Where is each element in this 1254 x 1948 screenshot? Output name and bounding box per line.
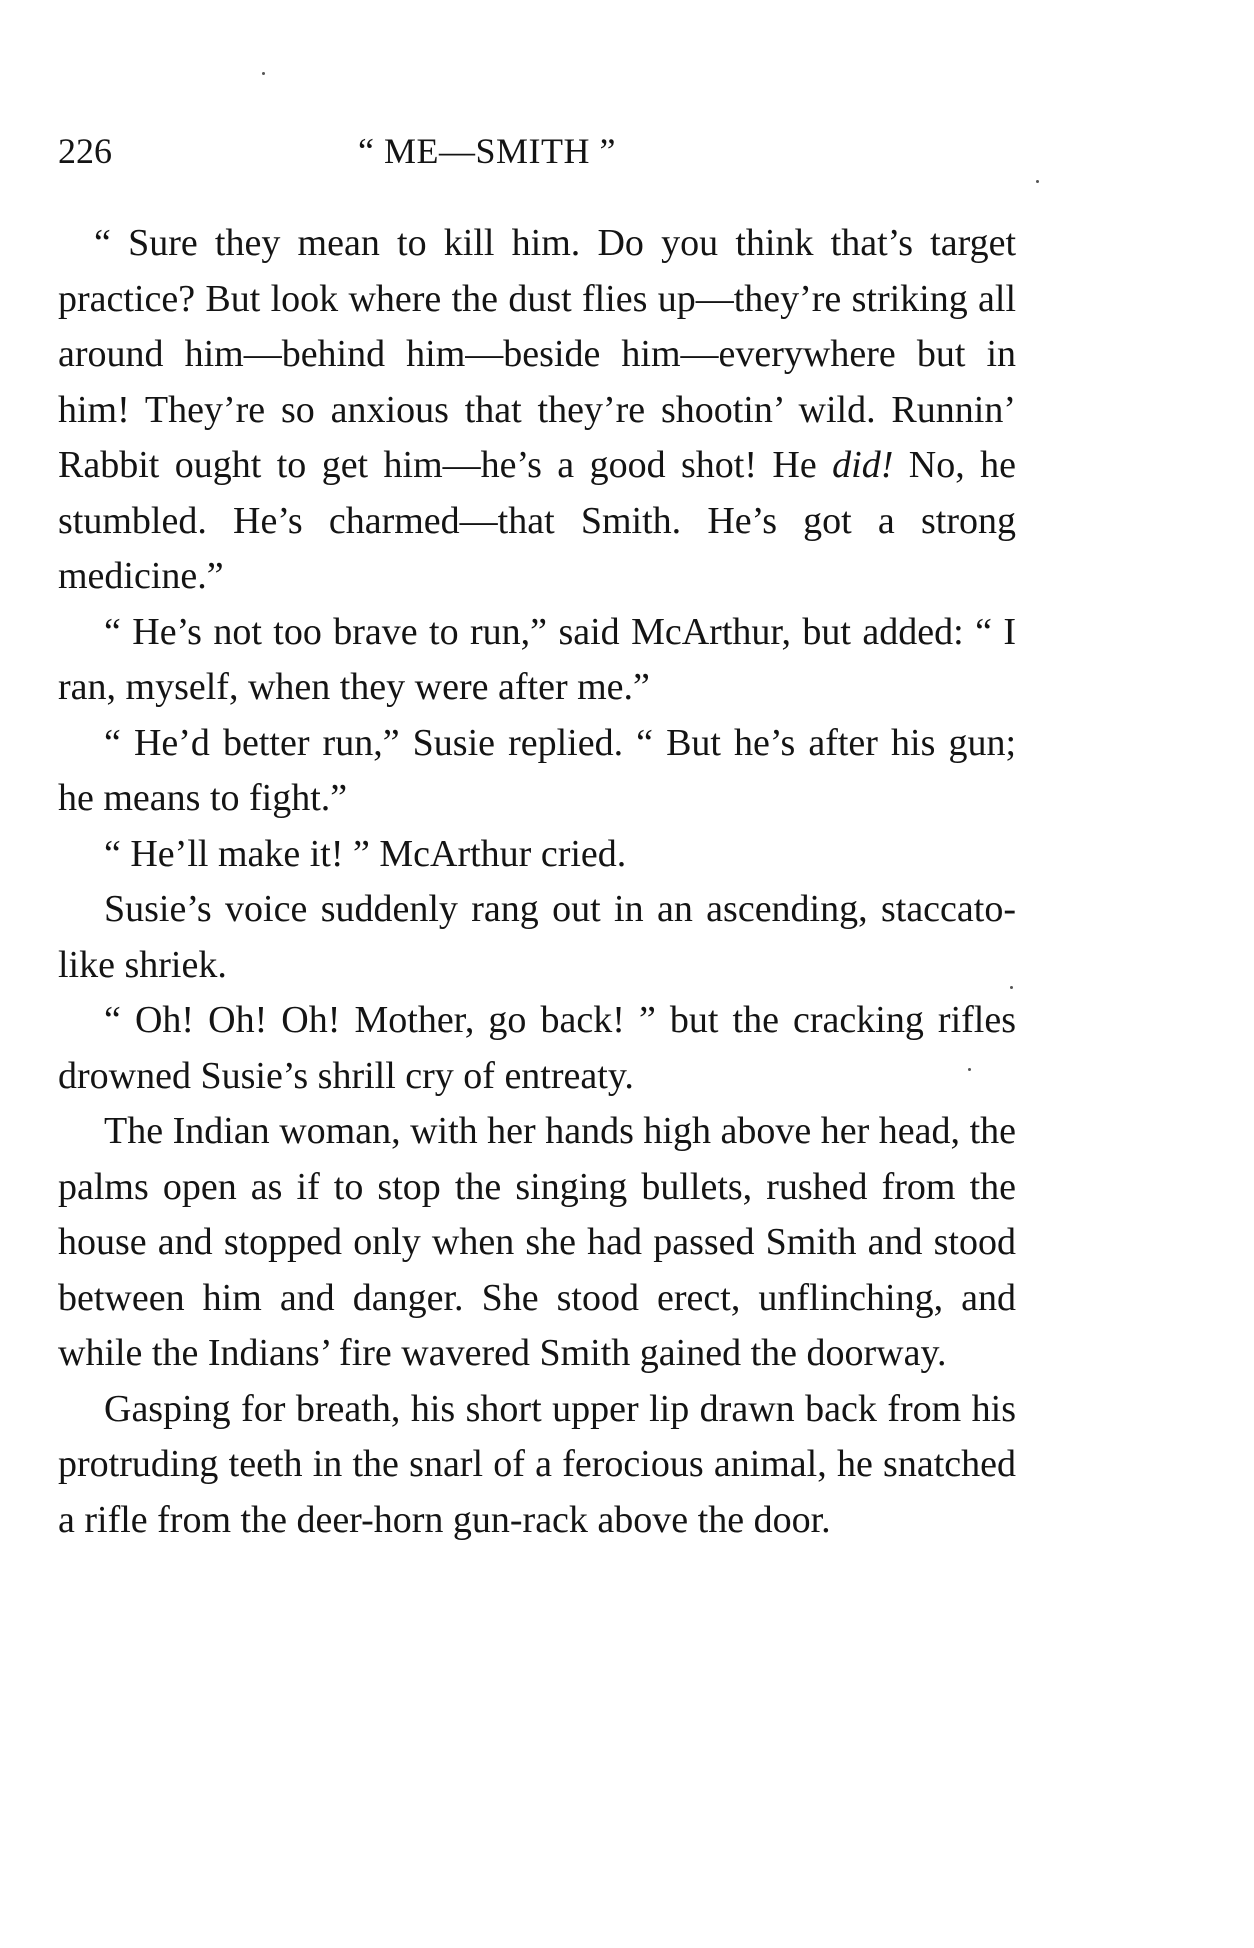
paragraph-2: “ He’s not too brave to run,” said McArthur, but added: “ I ran, myself, when they were after me.”: [58, 610, 1016, 708]
running-head: “ ME—SMITH ”: [358, 131, 616, 171]
paragraph-1-italic: did!: [832, 444, 894, 486]
page-header: [58, 126, 1018, 176]
speck-mark: [968, 1068, 971, 1071]
paragraph-8: Gasping for breath, his short upper lip drawn back from his protruding teeth in the snarl of a ferocious animal, he snatched a rifle from the deer-horn gun-rack above the door.: [58, 1387, 1016, 1541]
paragraph-5: Susie’s voice suddenly rang out in an ascending, staccato-like shriek.: [58, 888, 1016, 986]
paragraph-1-text-a: “ Sure they mean to kill him. Do you think that’s target practice? But look where the dust flies up—they’re striking all around him—behind him—beside him—everywhere but in him! They’re so anxious that they’re shootin’ wild. Runnin’ Rabbit ought to get him—he’s a good shot! He: [58, 222, 1016, 486]
speck-mark: [1010, 986, 1013, 989]
body-text: [58, 216, 1016, 1548]
paragraph-1: [58, 216, 1016, 605]
paragraph-4: “ He’ll make it! ” McArthur cried.: [104, 832, 627, 875]
speck-mark: [1036, 180, 1039, 183]
paragraph-7: The Indian woman, with her hands high above her head, the palms open as if to stop the singing bullets, rushed from the house and stopped only when she had passed Smith and stood between him and danger. She stood erect, unflinching, and while the Indians’ fire wavered Smith gained the doorway.: [58, 1110, 1016, 1374]
paragraph-3: “ He’d better run,” Susie replied. “ But he’s after his gun; he means to fight.”: [58, 721, 1016, 819]
speck-mark: [262, 72, 265, 75]
page-number: 226: [58, 131, 112, 171]
paragraph-6: “ Oh! Oh! Oh! Mother, go back! ” but the cracking rifles drowned Susie’s shrill cry of entreaty.: [58, 999, 1016, 1097]
paragraph-1-text-b: No, he stumbled. He’s charmed—that Smith. He’s got a strong medicine.”: [58, 444, 1017, 597]
